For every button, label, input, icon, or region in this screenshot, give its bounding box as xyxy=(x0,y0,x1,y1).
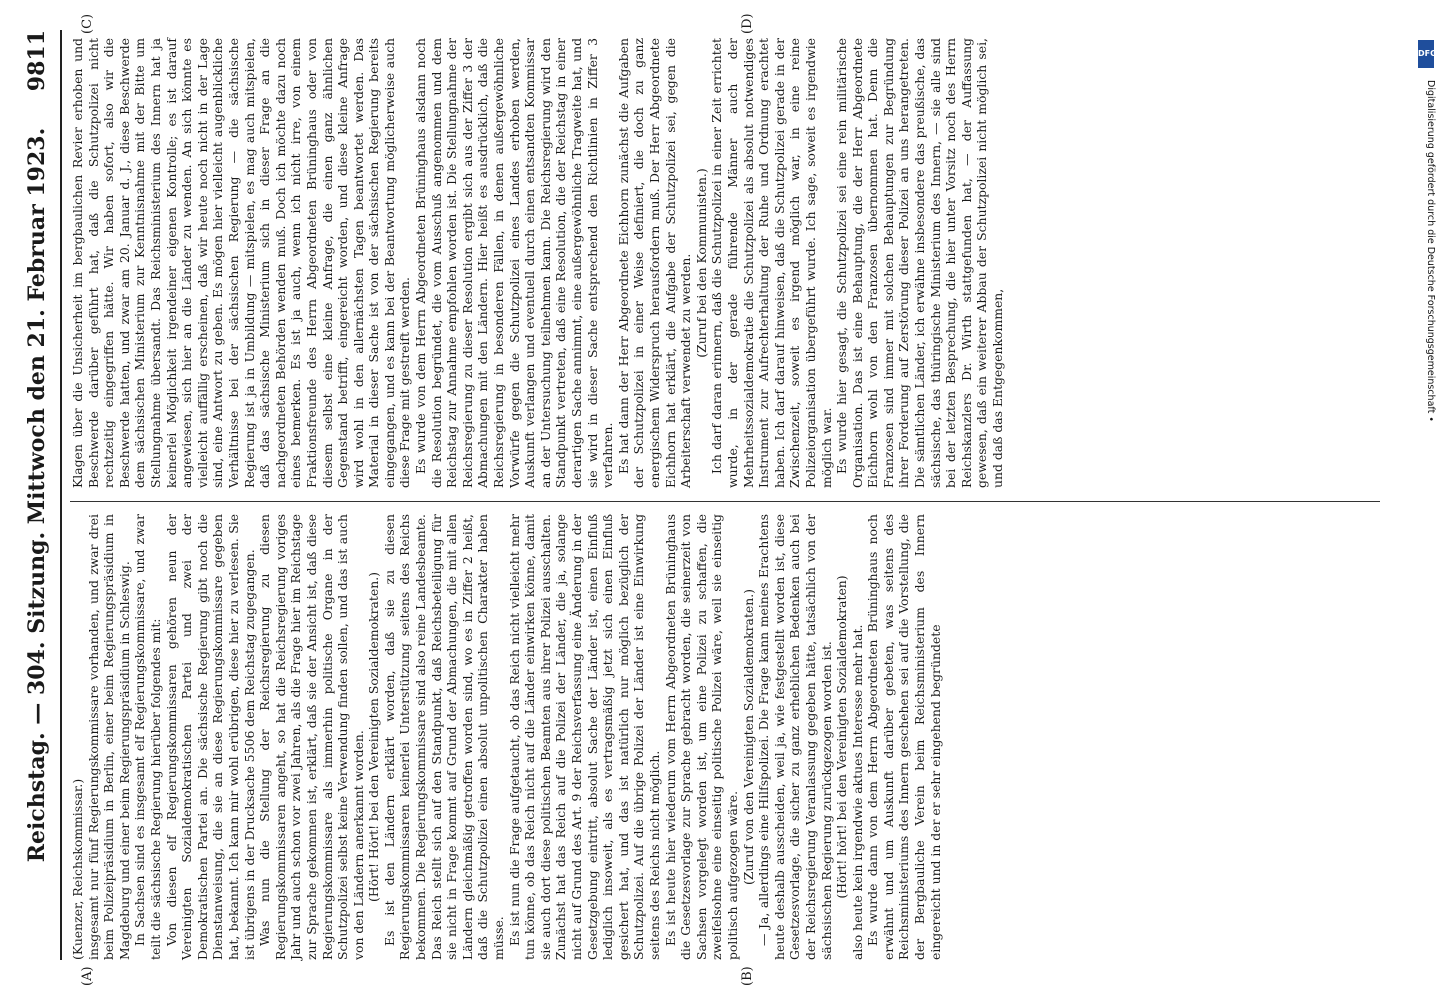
paragraph: Klagen über die Unsicherheit im bergbaulichen Revier erhoben und Beschwerde darüber geführt hat, daß die Schutzpolizei nicht rechtzeitig eingegriffen hätte. Wir haben sofort, also wir die Beschwerde hatten, und zwar am 20. Januar d. J., diese Beschwerde dem sächsischen Ministerium zur Kenntnisnahme mit der Bitte um Stellungnahme übersandt. Das Reichsministerium des Innern hat ja keinerlei Möglichkeit irgendeiner eigenen Kontrolle; es ist darauf angewiesen, sich hier an die Länder zu wenden. An sich könnte es vielleicht auffällig erscheinen, daß wir heute noch nicht in der Lage sind, eine Antwort zu geben. Es mögen hier vielleicht augenblickliche Verhältnisse bei der sächsischen Regierung — die sächsische Regierung ist ja in Umbildung — mitspielen, es mag auch mitspielen, daß das sächsische Ministerium sich in dieser Frage an die nachgeordneten Behörden wenden muß. Doch ich möchte dazu noch eines bemerken. Es ist ja auch, wenn ich nicht irre, von einem Fraktionsfreunde des Herrn Abgeordneten Brüninghaus oder von diesem selbst eine kleine Anfrage, die einen ganz ähnlichen Gegenstand betrifft, eingereicht worden, und diese kleine Anfrage wird wohl in den allernächsten Tagen beantwortet werden. Das Material in dieser Sache ist von der sächsischen Regierung bereits eingegangen, und es kann bei der Beantwortung möglicherweise auch diese Frage mit gestreift werden. xyxy=(70,38,413,488)
paragraph: — Ja, allerdings eine Hilfspolizei. Die Frage kann meines Erachtens heute deshalb ausscheiden, weil ja, wie festgestellt worden ist, diese Gesetzesvorlage, die sicher zu ganz erheblichen Bedenken auch bei der Reichsregierung Veranlassung gegeben hätte, tatsächlich von der sächsischen Regierung zurückgezogen worden ist. xyxy=(756,514,834,960)
speaker-note: (Kuenzer, Reichskommissar.) xyxy=(70,778,85,960)
interjection: (Hört! Hört! bei den Vereinigten Sozialdemokraten.) xyxy=(366,572,382,902)
page-title: Reichstag. — 304. Sitzung. Mittwoch den 21. Februar 1923. xyxy=(24,127,50,863)
paragraph: Es ist heute hier wiederum vom Herrn Abgeordneten Brüninghaus die Gesetzesvorlage zur Sprache gebracht worden, die seinerzeit von Sachsen vorgelegt worden ist, um eine Polizei zu schaffen, die zweifelsohne eine einseitig politische Polizei wäre, weil sie einseitig politisch aufgezogen wäre. xyxy=(662,514,740,960)
paragraph: Es wurde von dem Herrn Abgeordneten Brüninghaus alsdann noch die Resolution begründet, die vom Ausschuß angenommen und dem Reichstag zur Annahme empfohlen worden ist. Die Stellungnahme der Reichsregierung zu dieser Resolution ergibt sich aus der Ziffer 3 der Abmachungen mit den Ländern. Hier heißt es ausdrücklich, daß die Reichsregierung in besonderen Fällen, in denen außergewöhnliche Vorwürfe gegen die Schutzpolizei eines Landes erhoben werden, Auskunft verlangen und eventuell durch einen entsandten Kommissar an der Untersuchung teilnehmen kann. Die Reichsregierung wird den Standpunkt vertreten, daß eine Resolution, die der Reichstag in einer derartigen Sache annimmt, eine außergewöhnliche Tragweite hat, und sie wird in dieser Sache entsprechend den Richtlinien in Ziffer 3 verfahren. xyxy=(413,38,616,488)
paragraph: Es wurde dann von dem Herrn Abgeordneten Brüninghaus noch erwähnt und um Auskunft darüber gebeten, was seitens des Reichsministeriums des Innern geschehen sei auf die Vorstellung, die der Bergbauliche Verein beim Reichsministerium des Innern eingereicht und in der er sehr eingehend begründete xyxy=(865,514,943,960)
paragraph: Es ist den Ländern erklärt worden, daß sie zu diesen Regierungskommissaren keinerlei Unterstützung seitens des Reichs bekommen. Die Regierungskommissare sind also reine Landesbeamte. Das Reich stellt sich auf den Standpunkt, daß Reichsbeteiligung für sie nicht in Frage kommt auf Grund der Abmachungen, die mit allen Ländern gleichmäßig getroffen worden sind, wo es in Ziffer 2 heißt, daß die Schutzpolizei einen absolut unpolitischen Charakter haben müsse. xyxy=(381,514,507,960)
margin-marker-c: (C) xyxy=(80,13,95,34)
paragraph: In Sachsen sind es insgesamt elf Regierungskommissare, und zwar teilt die sächsische Regierung hierüber folgendes mit: xyxy=(132,514,163,960)
paragraph: Was nun die Stellung der Reichsregierung zu diesen Regierungskommissaren angeht, so hat die Reichsregierung voriges Jahr und auch schon vor zwei Jahren, als die Frage hier im Reichstage zur Sprache gekommen ist, erklärt, daß sie der Ansicht ist, daß diese Regierungskommissare als immerhin politische Organe in der Schutzpolizei selbst keine Verwendung finden sollen, und das ist auch von den Ländern anerkannt worden. xyxy=(257,514,366,960)
paragraph: Es ist nun die Frage aufgetaucht, ob das Reich nicht vielleicht mehr tun könne, ob das Reich nicht auf die Länder einwirken könne, damit sie auch dort diese politischen Beamten aus ihrer Polizei ausschalten. Zunächst hat das Reich auf die Polizei der Länder, die ja, solange nicht auf Grund des Art. 9 der Reichsverfassung eine Änderung in der Gesetzgebung eintritt, absolut Sache der Länder ist, einen Einfluß lediglich insoweit, als es vertragsmäßig jetzt sich einen Einfluß gesichert hat, und das ist natürlich nur möglich bezüglich der Schutzpolizei. Auf die übrige Polizei der Länder ist eine Einwirkung seitens des Reichs nicht möglich. xyxy=(506,514,662,960)
paragraph: Von diesen elf Regierungskommissaren gehören neun der Vereinigten Sozialdemokratischen Partei und zwei der Demokratischen Partei an. Die sächsische Regierung gibt noch die Dienstanweisung, die sie an diese Regierungskommissare gegeben hat, bekannt. Ich kann mir wohl erübrigen, diese hier zu verlesen. Sie ist übrigens in der Drucksache 5506 dem Reichstag zugegangen. xyxy=(163,514,257,960)
digitization-credit: Digitalisierung gefördert durch die Deutsche Forschungsgemeinschaft • xyxy=(1425,80,1436,422)
column-divider xyxy=(70,501,1380,502)
dfg-logo: DFG xyxy=(1418,40,1434,68)
margin-marker-d: (D) xyxy=(740,13,755,34)
digitization-stamp xyxy=(1416,40,1436,1000)
paragraph: Es wurde hier gesagt, die Schutzpolizei sei eine rein militärische Organisation. Das ist eine Behauptung, die der Herr Abgeordnete Eichhorn wohl von den Franzosen übernommen hat. Denn die Franzosen sind immer mit solchen Behauptungen zur Begründung ihrer Forderung auf Zerstörung dieser Polizei an uns herangetreten. Die sämtlichen Länder, ich erwähne insbesondere das preußische, das sächsische, das thüringische Ministerium des Innern, — sie alle sind bei der letzten Besprechung, die hier unter Vorsitz noch des Herrn Reichskanzlers Dr. Wirth stattgefunden hat, — der Auffassung gewesen, daß ein weiterer Abbau der Schutzpolizei nicht möglich sei, und daß das Entgegenkommen, xyxy=(834,38,1006,488)
paragraph: Ich darf daran erinnern, daß die Schutzpolizei in einer Zeit errichtet wurde, in der gerade führende Männer auch der Mehrheitssozialdemokratie die Schutzpolizei als absolut notwendiges Instrument zur Aufrechterhaltung der Ruhe und Ordnung erachtet haben. Ich darf darauf hinweisen, daß die Schutzpolizei gerade in der Zwischenzeit, soweit es irgend möglich war, in eine reine Polizeiorganisation übergeführt wurde. Ich sage, soweit es irgendwie möglich war. xyxy=(709,38,834,488)
paragraph: Es hat dann der Herr Abgeordnete Eichhorn zunächst die Aufgaben der Schutzpolizei in einer Weise definiert, die doch zu ganz energischem Widerspruch herausfordern muß. Der Herr Abgeordnete Eichhorn hat erklärt, die Aufgabe der Schutzpolizei sei, gegen die Arbeiterschaft verwendet zu werden. xyxy=(615,38,694,488)
page-number: 9811 xyxy=(24,30,50,92)
interjection: (Zuruf von den Vereinigten Sozialdemokraten.) xyxy=(740,588,756,886)
interjection: (Zuruf bei den Kommunisten.) xyxy=(693,168,709,358)
paragraph: also heute kein irgendwie aktues Interesse mehr hat. xyxy=(849,624,865,960)
text-column-left xyxy=(70,514,1380,960)
text-column-right xyxy=(70,38,1380,488)
margin-marker-a: (A) xyxy=(80,966,95,986)
margin-marker-b: (B) xyxy=(740,966,755,986)
paragraph: insgesamt nur fünf Regierungskommissare vorhanden, und zwar drei beim Polizeipräsidium in Berlin, einer beim Regierungspräsidium in Magdeburg und einer beim Regierungspräsidium in Schleswig. xyxy=(85,514,132,960)
page-header xyxy=(20,30,62,960)
interjection: (Hört! hört! bei den Vereinigten Sozialdemokraten) xyxy=(834,575,850,899)
